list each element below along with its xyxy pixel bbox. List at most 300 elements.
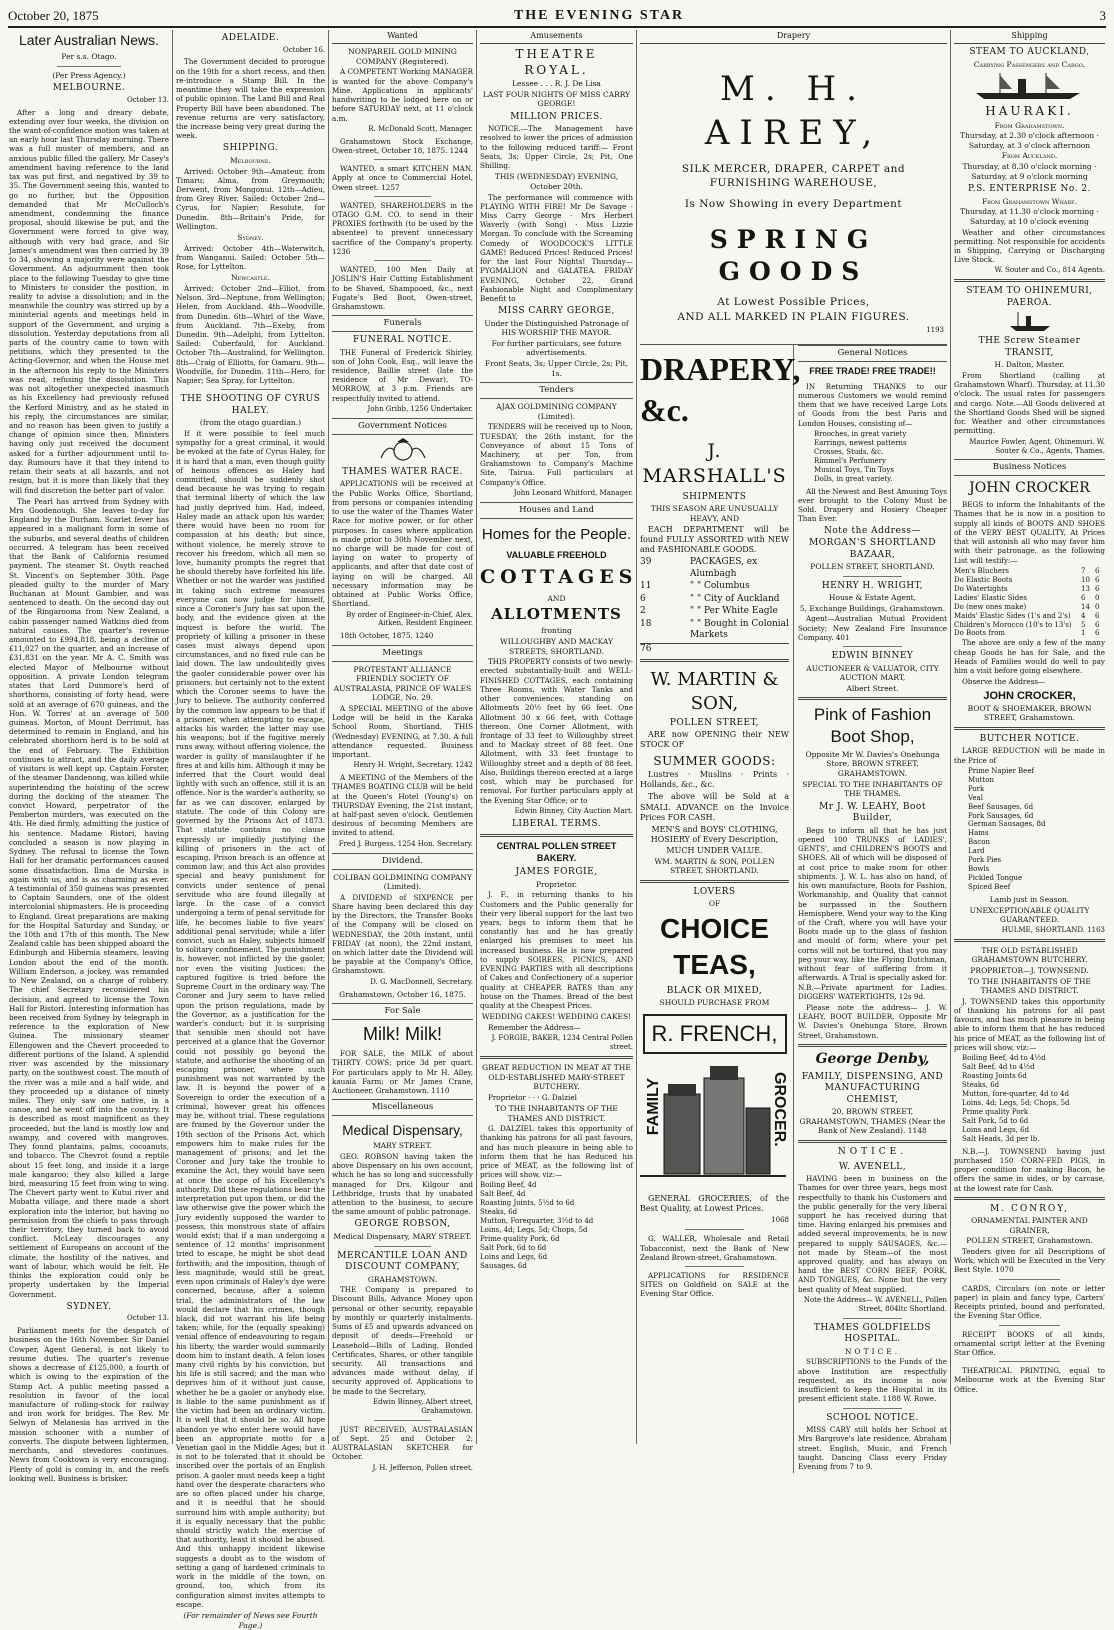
price-pence: 6 bbox=[1095, 575, 1100, 584]
package-source: " " City of Auckland bbox=[690, 593, 780, 604]
dalziel-meat-list bbox=[480, 1181, 633, 1271]
cottages-text: THIS PROPERTY consists of two newly-erected substantially-built and WELL-FINISHED COTTAGES, each containing Three Rooms, with Water Tanks and other conveniences, standing on Allotments 20½ feet by 66 feet. One Allotment 30 x 66 feet, with Cottage thereon. One Corner Allotment, with frontage of 33 feet to Willoughby street and to Mackay street of 88 feet. One Allotment, with 33 feet frontage to Willoughby street and a depth of 88 feet. Also, Buildings thereon erected at a large cost, which may be purchased for removal. For further particulars apply at the Evening Star Office; or to bbox=[480, 657, 633, 805]
list-item: Musical Toys, Tin Toys bbox=[814, 465, 894, 474]
butcher-notice: BUTCHER NOTICE. bbox=[979, 733, 1080, 744]
leahy-text: Begs to inform all that he has just opened 100 TRUNKS of LADIES', GENTS', and CHILDREN'S BOOTS and SHOES. All of which will be disposed of at cost price to make room for other shipments. J. W. L. has also on hand, of his own manufacture, Boots for Fashion, Workmanship, and Quality that cannot be surpassed in the Southern Hemisphere. Wend your way to the King of the Craft, where you will have your Boots made up to the glass of fashion and mould of form; where your pet corns will not be tortured, that you may peg your way, like the Flying Dutchman, without fear of suffering from it afterwards. A Trial is specially asked for. N.B.—Private apartment for Ladies. DIGGERS' WATERTIGHTS, 12s 9d. bbox=[798, 825, 947, 1001]
divider bbox=[640, 880, 789, 883]
column-adelaide-shipping bbox=[172, 30, 328, 1630]
price-item: Men's Bluchers bbox=[954, 566, 1009, 575]
tenders-header: Tenders bbox=[480, 382, 633, 399]
summer-goods: SUMMER GOODS: bbox=[653, 753, 776, 768]
dalziel-text: G. DALZIEL takes this opportunity of thanking his patrons for all past favours, and has much pleasure in being able to inform them that he has Reduced his price of MEAT, as the following list of prices will show, viz:— bbox=[480, 1124, 633, 1180]
list-item: Loins and Legs, 6d bbox=[480, 1253, 548, 1262]
price-shillings: 14 bbox=[1081, 602, 1090, 611]
price-row bbox=[954, 612, 1105, 621]
package-count: 6 bbox=[640, 593, 646, 604]
list-item: Salt Beef, 4d to 4½d bbox=[962, 1063, 1035, 1072]
cards-ad: CARDS, Circulars (on note or letter paper) in plain and fancy type, Carters' Receipts printed, bound and perforated, the Evening Star Office. bbox=[954, 1283, 1105, 1321]
carry-george-last: LAST FOUR NIGHTS OF MISS CARRY GEORGE! bbox=[482, 89, 631, 109]
mercantile-place: GRAHAMSTOWN. bbox=[367, 1274, 438, 1284]
binney-name: EDWIN BINNEY bbox=[831, 650, 914, 661]
divider bbox=[374, 196, 430, 197]
package-row bbox=[640, 557, 789, 580]
marshall-each: EACH DEPARTMENT will be found FULLY ASSORTED with NEW and FASHIONABLE GOODS. bbox=[640, 524, 789, 555]
divider bbox=[999, 1279, 1059, 1280]
melbourne-heading: MELBOURNE. bbox=[52, 83, 126, 94]
list-item: Beef Sausages, 6d bbox=[968, 802, 1034, 811]
dividend-header: Dividend. bbox=[332, 853, 473, 870]
price-shillings: 6 bbox=[1081, 593, 1086, 602]
sketcher-text: JUST RECEIVED, AUSTRALASIAN of Sept. 25 and October 2; AUSTRALASIAN SKETCHER for October. bbox=[332, 1424, 473, 1462]
airey-name: M. H. AIREY, bbox=[704, 69, 883, 153]
list-item: Roasting Joints 6d bbox=[962, 1072, 1027, 1080]
school-text: MISS CARY still holds her School at Mrs Bargrove's late residence, Abraham street. English, Music, and French taught. Dancing Class every Friday Evening from 7 to 9. bbox=[798, 1425, 947, 1471]
melbourne-date: October 13. bbox=[126, 95, 169, 104]
binney-street: Albert Street. bbox=[846, 683, 899, 693]
avenell-name: W. AVENELL, bbox=[838, 1161, 907, 1172]
general-groceries: GENERAL GROCERIES, of the Best Quality, at Lowest Prices. bbox=[640, 1193, 789, 1214]
french-name: R. FRENCH, bbox=[643, 1014, 787, 1054]
meeting-alliance-sig: Henry H. Wright, Secretary. 1242 bbox=[353, 761, 473, 770]
free-trade-list bbox=[798, 430, 947, 484]
ajax-text: TENDERS will be received up to Noon, TUESDAY, the 26th instant, for the Conveyance of about 15 Tons of Machinery, at per Ton, from Grahamstown to Company's Machine Site, Tairua. Full particulars at Company's Office. bbox=[480, 422, 633, 487]
townsend-inhabitants: TO THE INHABITANTS OF THE THAMES AND DISTRICT. bbox=[968, 976, 1091, 996]
list-item: Sausages, 6d bbox=[480, 1261, 527, 1270]
ajax-sig: John Leonard Whitford, Manager. bbox=[513, 488, 633, 497]
ad-shareholders: WANTED, SHAREHOLDERS in the OTAGO G.M. CO. to send in their PROXIES forthwith (to be used by the absentee) to prevent unnecessary sacrifice of the Company's property. 1236 bbox=[332, 200, 473, 256]
black-mixed: BLACK OR MIXED, bbox=[666, 985, 763, 996]
for-sale-header: For Sale bbox=[332, 1003, 473, 1020]
shooting-heading: THE SHOOTING OF CYRUS HALEY. bbox=[180, 394, 321, 416]
price-row bbox=[954, 594, 1105, 603]
news-headline: Later Australian News. bbox=[18, 32, 160, 48]
forgie-proprietor: Proprietor. bbox=[535, 879, 578, 889]
divider bbox=[954, 279, 1105, 282]
continued-note: (For remainder of News see Fourth Page.) bbox=[183, 1610, 318, 1630]
list-item: Bacon bbox=[968, 838, 990, 847]
package-source: " " Bought in Colonial Markets bbox=[690, 618, 789, 641]
package-count: 18 bbox=[640, 618, 652, 629]
medical-dispensary-street: MARY STREET. bbox=[373, 1141, 432, 1151]
list-item: Salt Pork, 5d to 6d bbox=[962, 1116, 1029, 1125]
theatre-lessee: Lessee . . . R. J. De Lisa bbox=[512, 78, 601, 88]
free-trade-text: IN Returning THANKS to our numerous Customers we would remind them that we have received Large Lots of Goods from the best Paris and London Houses, consisting of— bbox=[798, 381, 947, 428]
future-ads: For further particulars, see future advertisements. bbox=[491, 338, 622, 358]
price-pence: 6 bbox=[1095, 611, 1100, 620]
divider bbox=[57, 66, 121, 67]
theatre-notice: NOTICE.—The Management have resolved to lower the prices of admission to the following reduced tariff:— Front Seats, 3s; Upper Circle, 2s; Pit, One Shilling. bbox=[480, 124, 633, 171]
and-label: AND bbox=[547, 593, 566, 603]
price-item: Maids' Elastic Sides (1's and 2's) bbox=[954, 611, 1071, 620]
bakery-heading: CENTRAL POLLEN STREET BAKERY. bbox=[496, 841, 617, 863]
morgan-heading: Note the Address— MORGAN'S SHORTLAND BAZAAR, bbox=[808, 526, 936, 560]
price-item: Do Elastic Boots bbox=[954, 575, 1013, 584]
list-item: Prime Napier Beef bbox=[968, 766, 1035, 775]
crocker-text-2: The above are only a few of the many cheap Goods he has for Sale, and the Heads of Families would do well to pay him a visit before going elsewhere. bbox=[954, 638, 1105, 676]
pink-of-fashion: Pink of Fashion Boot Shop, bbox=[813, 705, 932, 747]
theatrical-ad: THEATRICAL PRINTING, equal to Melbourne work at the Evening Star Office. bbox=[954, 1366, 1105, 1394]
list-item: Prime quality Pork bbox=[962, 1107, 1029, 1116]
grocer-label: GROCER. bbox=[771, 1071, 788, 1147]
sydney-text: Parliament meets for the despatch of business on the 16th November. Sir Daniel Cowper, Agent General, is not likely to resume duties. The quarter's revenue shows a decrease of £125,000, a fourth of which is owing to the expiration of the Stamp Act. A public meeting passed a resolution in favour of the local manufacture of rolling-stock for railway and iron work for bridges. The Rev. Mr Selwyn of Melanesia has arrived in the mission schooner with a number of converts. The dispute between lightermen, merchants, and stevedores continues. News from Cooktown is very encouraging. Plenty of gold is coming in, and the reefs looking well. Business is brisker. bbox=[9, 1326, 169, 1483]
news-per: Per s.s. Otago. bbox=[61, 51, 117, 61]
hospital-text: SUBSCRIPTIONS to the Funds of the above Institution are respectfully requested, as its income is now insufficient to keep the Hospital in its present efficient state. 1188 W. Rowe. bbox=[798, 1357, 947, 1404]
streets-label: WILLOUGHBY AND MACKAY STREETS, SHORTLAND. bbox=[500, 637, 613, 656]
package-source: PACKAGES, ex Alumbagh bbox=[690, 557, 758, 579]
price-shillings: 1 bbox=[1081, 629, 1086, 638]
crocker-heading: JOHN CROCKER bbox=[969, 480, 1090, 497]
funeral-title: FUNERAL NOTICE. bbox=[352, 335, 453, 346]
forgie-text: J. F., in returning thanks to his Customers and the Public generally for their very liberal support for the last two years, begs to inform them that he constantly has and he has greatly enlarged his premises to meet his increased business. He is now prepared to supply SOIREES, PICNICS, AND EVENING PARTIES with all descriptions of Cakes and Confectionery of a superior quality at CHEAPER RATES than any house on the Thames. Bread of the best quality at the Cheapest Prices. bbox=[480, 890, 633, 1010]
liberal-terms: LIBERAL TERMS. bbox=[511, 818, 602, 829]
mercantile-sig: Edwin Binney, Albert street, Grahamstown. bbox=[373, 1397, 473, 1415]
list-item: Rimmel's Perfumery bbox=[814, 456, 886, 465]
divider bbox=[685, 1266, 745, 1267]
list-item: Pork Sausages, 6d bbox=[968, 811, 1034, 820]
lamb-season: Lamb just in Season. bbox=[989, 895, 1070, 905]
meeting-boating-text: A MEETING of the Members of the THAMES BOATING CLUB will be held at the Queen's Hotel (Young's) on THURSDAY Evening, the 21st instant, at half-past seven o'clock. Gentlemen desirous of becoming Members are invited to attend. bbox=[332, 773, 473, 838]
price-pence: 6 bbox=[1095, 629, 1100, 638]
list-item: Bowls bbox=[968, 865, 990, 874]
cottages-sig: Edwin Binney, City Auction Mart. bbox=[514, 806, 633, 815]
theatre-prices: Front Seats, 3s; Upper Circle, 2s; Pit, 1s. bbox=[485, 359, 628, 378]
cottages-heading: COTTAGES bbox=[480, 566, 638, 589]
townsend-heading: THE OLD ESTABLISHED GRAHAMSTOWN BUTCHERY. bbox=[971, 945, 1088, 965]
transit-text: From Shortland (calling at Grahamstown Wharf). Thursday, at 11.30 o'clock. The usual rates for passengers and cargo. Note.—All Goods delivered at the Shortland Goods Shed will be signed for. Weather and other circumstances permitting. bbox=[954, 371, 1105, 436]
list-item: Lard bbox=[968, 847, 985, 856]
list-item: Salt Beef, 4d bbox=[480, 1190, 526, 1199]
wright-trade: House & Estate Agent, bbox=[828, 593, 917, 603]
million-prices: MILLION PRICES. bbox=[510, 111, 603, 122]
price-shillings: 7 bbox=[1081, 566, 1086, 575]
divider bbox=[374, 1246, 430, 1247]
list-item: Mutton bbox=[968, 775, 995, 784]
divider bbox=[843, 1408, 903, 1409]
column-drapery bbox=[636, 30, 950, 1471]
ad-nonpareil-sig: R. McDonald Scott, Manager. bbox=[368, 124, 473, 133]
allotments-heading: ALLOTMENTS bbox=[491, 605, 622, 624]
martin-sold-at: The above will be Sold at a SMALL ADVANCE on the Invoice Prices FOR CASH. bbox=[640, 792, 789, 822]
list-item: Spiced Beef bbox=[968, 883, 1011, 892]
ship-sydney-text: Arrived: October 4th—Waterwitch, from Wanganui. Sailed: October 5th—Rose, for Lyttelton. bbox=[176, 243, 325, 272]
issue-date: October 20, 1875 bbox=[8, 8, 99, 23]
valuable-freehold: VALUABLE FREEHOLD bbox=[506, 549, 607, 560]
forgie-name: JAMES FORGIE, bbox=[515, 867, 598, 878]
townsend-pigs: N.B.—J. TOWNSEND having just purchased 150 CORN-FED PIGS, in proper condition for making Bacon, he offers the same in sides, or by carcase, at the lowest rate for Cash. bbox=[954, 1146, 1105, 1193]
list-item: Hams bbox=[968, 829, 989, 838]
steamer-icon bbox=[954, 71, 1105, 101]
price-shillings: 13 bbox=[1081, 584, 1090, 593]
hulme-sig: HULME, SHORTLAND. 1163 bbox=[1001, 925, 1105, 934]
spring-goods: SPRING GOODS bbox=[709, 224, 878, 286]
enterprise-name: P.S. ENTERPRISE No. 2. bbox=[968, 184, 1091, 195]
adelaide-date: October 16. bbox=[282, 45, 325, 54]
dividend-title: COLIBAN GOLDMINING COMPANY (Limited). bbox=[333, 872, 472, 892]
column-amusements bbox=[476, 30, 636, 1444]
shooting-text: If it were possible to feel much sympathy for a great criminal, it would be evoked at the fate of Cyrus Haley, for it is hard that a man, even though guilty of heinous offences as Haley had committed, should be suddenly shot dead because he was trying to regain that terminal liberty of which the law had justly deprived him. Had, indeed, Haley made an attack upon his warder, there would have been no room for compassion at his death; but since, without violence, he merely strove to recover his freedom, which all men so love, humanity prompts the regret that he should thereby have forfeited his life. Whether or not the warder was justified in taking such extreme measures everyone can now judge for himself, since a Coroner's Jury has sat upon the body, and the evidence given at the inquest is before the world. The propriety of killing a prisoner in these cases must always depend upon circumstances, and no fixed rule can be laid down. The law undoubtedly gives the gaoler considerable power over his prisoners, but certainly not to the extent which the Coroner seems to have the Jury to believe. The authority conferred by the common law appears to be that if a prisoner, when attempting to escape, attacks his warder, the latter may use his weapons; but if the fugitive merely runs away, without offering violence, the warder is guilty of manslaughter if he fires at and kills him. Although it may be inferred that the Court would deal lightly with such an offence, still it is an offence. Nor is the warder's authority, so far as we can discover, enlarged by statute. The code of this Colony are governed by the Prisons Act of 1873. That statute contains no clause expressly or impliedly justifying the killing of prisoners in the act of escaping. Prison breach is an offence at common law; and this Act also provides special and heavy punishment for convicts under sentence of penal servitude who are found illegally at large. In the case of a convict undergoing a term of penal servitude for life, he becomes liable to five years' additional penal servitude; while a lifer convict, such as Haley, subjects himself to solitary confinement. The punishment is, however, not inflicted by the gaoler, nor even the visiting Justices: the captured fugitive is tried before the Supreme Court in the ordinary way. The Coroner and Jury seem to have relied upon the prison regulations, made by the Governor, as a justification for the warder's conduct; but it is surprising that sensible men should not have perceived at a glance that the Governor could not possibly go beyond the statute, and authorise the shooting of an escaping prisoner, where such punishment was not warranted by the law. It is beyond the power of a Sovereign to order the execution of a criminal, however great his offences may be, without trial. These regulations are framed by the Governor under the 19th section of the Prisons Act, which empowers him to make rules for the management of prisons; and let the Coroner and Jury take the trouble to examine the Act, they would have seen at once the scope of his Excellency's authority. Did these regulations bear the interpretation put upon them, or did the law otherwise give the power which the Jury evidently supposed the warder to possess, this monstrous state of affairs would exist; that if a man undergoing a sentence of 12 months' imprisonment tried to escape, he might be shot dead forthwith; and the imposition, though of less magnitude, would still be great, even upon criminals of Haley's dye were concerned, because, after a solemn trial, the administrators of the law would declare that his crimes, though black, did not warrant his life being taken; while, for the (equally speaking) venial offence of endeavouring to regain his liberty, the warder would summarily doom him to instant death. A felon loses many civil rights by his conviction, but his life is still sacred; and the man who deprives him of it without just cause, whether he be a gaoler or anybody else, is liable to the same punishment as if the victim had been an ordinary victim. It is well that it should be so. All hope abandon ye who enter here would have been an appropriate motto for a Venetian gaol in the Middle Ages; but it is not to be tolerated that it should be inscribed over the portals of an English prison. A gaoler must needs keep a tight hand over the desperate characters who are so often placed under his charge, and it is needful that he should surround him with ample authority; but it is equally necessary that the public should strictly watch the exercise of that authority, least it should be abused. And this unhappy incident likewise suggests a doubt as to the wisdom of setting a gang of hardened criminals to work in the middle of the town, on ground, too, which from its configuration almost invites attempts to escape. bbox=[176, 428, 326, 1609]
steam-ohinemuri: STEAM TO OHINEMURI, PAEROA. bbox=[966, 286, 1093, 308]
receipt-ad: RECEIPT BOOKS of all kinds, ornamental script letter at the Evening Star Office. bbox=[954, 1329, 1105, 1357]
price-shillings: 10 bbox=[1081, 575, 1090, 584]
should-purchase: SHOULD PURCHASE FROM bbox=[659, 998, 770, 1008]
price-row bbox=[954, 576, 1105, 585]
butcher-text: LARGE REDUCTION will be made in the Price of bbox=[954, 746, 1105, 765]
benefit-name: MISS CARRY GEORGE, bbox=[498, 306, 615, 317]
package-row bbox=[640, 594, 789, 606]
mercantile-heading: MERCANTILE LOAN AND DISCOUNT COMPANY, bbox=[337, 1250, 468, 1273]
conroy-text: Tenders given for all Descriptions of Work, which will be Executed in the Very Best Style. 1070 bbox=[954, 1247, 1105, 1275]
crocker-text: BEGS to inform the Inhabitants of the Thames that he is now in a position to supply all kinds of BOOTS AND SHOES of the VERY BEST QUALITY, At Prices that will astonish all who may favor him with their patronage, as the following List will testify:— bbox=[954, 500, 1105, 565]
price-item: Do Boots from bbox=[954, 629, 1006, 638]
wright-address: 5, Exchange Buildings, Grahamstown. bbox=[799, 603, 946, 613]
divider bbox=[999, 1361, 1059, 1362]
list-item: Dolls, in great variety. bbox=[814, 474, 893, 483]
robson-name: GEORGE ROBSON, bbox=[354, 1219, 451, 1230]
price-pence: 0 bbox=[1095, 602, 1100, 611]
divider bbox=[798, 1140, 947, 1143]
meeting-boating-sig: Fred J. Burgess, 1254 Hon. Secretary. bbox=[338, 839, 473, 848]
denby-address: 20, BROWN STREET, GRAHAMSTOWN, THAMES (Near the Bank of New Zealand). 1148 bbox=[799, 1107, 946, 1136]
list-item: Loins and Legs, 6d bbox=[962, 1125, 1030, 1134]
price-pence: 0 bbox=[1095, 593, 1100, 602]
water-race-date: 18th October, 1875. 1240 bbox=[340, 631, 434, 641]
package-count: 76 bbox=[640, 643, 652, 654]
list-item: Veal bbox=[968, 793, 983, 802]
ad-nonpareil-text: A COMPETENT Working MANAGER is wanted for the above Company's Mine. Applications in applicants' handwriting to be lodged here on or before SATURDAY next, at 11 o'clock a.m. bbox=[332, 67, 473, 123]
ad-nonpareil-foot: Grahamstown Stock Exchange, Owen-street, October 18, 1875. 1244 bbox=[332, 136, 473, 155]
list-item: Boiling Beef, 4d bbox=[480, 1181, 537, 1190]
meeting-alliance-text: A SPECIAL MEETING of the above Lodge will be held in the Karaka School Room, Shortland, THIS (Wednesday) EVENING, at 7.30. A full attendance requested. Business important. bbox=[332, 703, 473, 759]
houses-land-header: Houses and Land bbox=[480, 502, 633, 519]
martin-name: W. MARTIN & SON, bbox=[650, 669, 779, 714]
ad-kitchen-man: WANTED, a smart KITCHEN MAN. Apply at once to Commercial Hotel, Owen street. 1257 bbox=[332, 164, 473, 192]
list-item: German Sausages, 8d bbox=[968, 820, 1046, 829]
divider bbox=[685, 1229, 745, 1230]
dividend-date: Grahamstown, October 16, 1875. bbox=[339, 989, 466, 999]
grocer-illustration bbox=[640, 1060, 789, 1190]
business-notices-header: Business Notices bbox=[954, 459, 1105, 476]
medical-dispensary-heading: Medical Dispensary, bbox=[342, 1123, 463, 1139]
ship-sydney: Sydney. bbox=[237, 233, 264, 243]
dalziel-proprietor: Proprietor · · · G. Dalziel bbox=[488, 1092, 577, 1102]
newspaper-title: THE EVENING STAR bbox=[513, 8, 685, 23]
from-auckland: From Auckland. bbox=[1001, 151, 1058, 161]
choice-teas: CHOICE TEAS, bbox=[660, 913, 769, 980]
avenell-notice: NOTICE. bbox=[837, 1147, 908, 1158]
masthead bbox=[8, 4, 1106, 28]
milk-heading: Milk! Milk! bbox=[363, 1024, 442, 1045]
divider bbox=[954, 1197, 1105, 1200]
melbourne-text: After a long and dreary debate, extending over four weeks, the division on the want-of-confidence motion was taken at an early hour last Thursday morning. There was a full muster of members, and an anxious public filled the gallery. Mr Casey's amendment having reference to the land tax was put first, and negatived by 39 to 35. The Government seeing this, wanted to go no further, but the Opposition demanded that Mr McCulloch's amendment, condemning the finance proposal, should likewise be put, and the Government were forced to give way, although with very bad grace, and Sir James's amendment was then carried by 39 to 34, showing a majority were against the Government. An adjournment then took place to the following Tuesday to give time to Ministers to consider the position, in reality to advise a dissolution; and in the meanwhile the country was stirred up by a ministerial agents and meetings held in support of the Government, and urging a dissolution. Yesterday deputations from all parts of the country came to town with petitions, which they presented to the Acting-Governor, and when the House met in the afternoon his reply to the Ministers was read, refusing the dissolution. This was not altogether unexpected inasmuch as his Excellency had previously refused the Kerford Ministry, and as he stated in his reply, the circumstances are similar, and no reason has been given to justify a change of opinion since then. Ministers having only just received the document asked for a further adjournment until to-day. Rumours have it that they intend to retain their seats at all hazards, and not resign, but it is more than likely that they will find discretion the better part of valor. bbox=[9, 107, 169, 495]
price-pence: 6 bbox=[1095, 566, 1100, 575]
gov-notices-header: Government Notices bbox=[332, 418, 473, 435]
steamer-icon bbox=[954, 311, 1105, 333]
hospital-notice: NOTICE. bbox=[844, 1346, 901, 1356]
avenell-sig: Note the Address— W. AVENELL, Pollen Street, 804ltc Shortland. bbox=[803, 1295, 947, 1313]
divider bbox=[374, 1420, 430, 1421]
meat-reduction: GREAT REDUCTION IN MEAT AT THE OLD-ESTABLISHED MARY-STREET BUTCHERY. bbox=[482, 1062, 631, 1092]
wanted-header: Wanted bbox=[332, 30, 473, 44]
shipping-header: Shipping bbox=[954, 30, 1105, 44]
price-pence: 6 bbox=[1095, 620, 1100, 629]
unexceptionable: UNEXCEPTIONABLE QUALITY GUARANTEED. bbox=[969, 905, 1090, 925]
airey-marked: AND ALL MARKED IN PLAIN FIGURES. bbox=[677, 311, 910, 324]
price-shillings: 5 bbox=[1081, 620, 1086, 629]
drapery-left-sub bbox=[640, 345, 801, 1473]
waller-ad: G. WALLER, Wholesale and Retail Tobacconist, next the Bank of New Zealand Brown-street, Grahamstown. bbox=[640, 1234, 789, 1262]
divider bbox=[480, 1056, 633, 1059]
price-item: Ladies' Elastic Sides bbox=[954, 593, 1027, 602]
martin-sig: WM. MARTIN & SON, POLLEN STREET, SHORTLAND. bbox=[654, 856, 775, 876]
milk-text: FOR SALE, the MILK of about THIRTY COWS; price 3d per quart. For particulars apply to Mr H. Alley, kauaia Farm; or Mr James Crane, Auctioneer, Grahamstown. 1110 bbox=[332, 1049, 473, 1095]
ship-newcastle-text: Arrived: October 2nd—Elliot, from Nelson. 3rd—Neptune, from Wellington; Helen, from Auckland. 4th—Woodville, from Dunedin. 6th—Whirl of the Wave, from Auckland. 7th—Exeby, from Dunedin. 9th—Adelphi, from Lyttelton. Sailed: Cuberfauld, for Auckland. October 7th—Australind, for Wellington. 8th—Craig of Elliotts, for Oamaru. 9th—Woodville, for Dunedin. 11th—Hero, for Napier; Sea Spray, for Lyttelton. bbox=[176, 283, 325, 386]
price-item: Do (new ones make) bbox=[954, 602, 1027, 611]
package-row bbox=[640, 619, 789, 642]
list-item: Prime quality Pork, 6d bbox=[480, 1235, 560, 1244]
airey-prices: At Lowest Possible Prices, bbox=[717, 295, 870, 308]
dividend-sig: D. G. MacDonnell, Secretary. bbox=[370, 977, 473, 986]
list-item: Loins, 4d; Legs, 5d; Chops, 5d bbox=[962, 1098, 1070, 1107]
observe-address: Observe the Address— bbox=[962, 677, 1046, 687]
adelaide-heading: ADELAIDE. bbox=[221, 33, 280, 43]
free-trade-text-2: All the Newest and Best Amusing Toys ever brought to the Colony Must be Sold. Drapery and Hosiery Cheaper Than Ever. bbox=[798, 486, 947, 524]
drapery-header: Drapery bbox=[640, 30, 947, 44]
this-wednesday: THIS (WEDNESDAY) EVENING, October 20th. bbox=[494, 172, 619, 191]
from-wharf: From Grahamstown Wharf. bbox=[981, 196, 1078, 206]
forgie-address: J. FORGIE, BAKER, 1234 Central Pollen street. bbox=[491, 1034, 633, 1051]
sketcher-sig: J. H. Jefferson, Pollen street. bbox=[372, 1463, 473, 1472]
binney-trade: AUCTIONEER & VALUATOR, CITY AUCTION MART, bbox=[806, 663, 939, 683]
divider bbox=[640, 659, 789, 662]
price-pence: 6 bbox=[1095, 584, 1100, 593]
divider bbox=[374, 260, 430, 261]
butcher-list bbox=[954, 767, 1105, 892]
airey-trade: SILK MERCER, DRAPER, CARPET and FURNISHING WAREHOUSE, bbox=[681, 163, 906, 189]
transit-master: H. Dalton, Master. bbox=[994, 360, 1065, 370]
ship-newcastle: Newcastle. bbox=[231, 273, 270, 283]
martin-street: POLLEN STREET, bbox=[669, 717, 760, 728]
divider bbox=[843, 576, 903, 577]
list-item: Crosses, Studs, &c. bbox=[814, 447, 884, 456]
ship-melbourne-text: Arrived: October 9th—Amateur, from Timaru; Alma, from Greymouth; Derwent, from Mongonui. 12th—Adieu, from Grey River. Sailed: October 2nd—Cyrus, for Napier; Resolute, for Dunedin. 8th—Britain's Pride, for Wellington. bbox=[176, 166, 325, 231]
pink-special: SPECIAL TO THE INHABITANTS OF THE THAMES. bbox=[802, 779, 943, 799]
lovers-label: LOVERS bbox=[693, 886, 736, 897]
divider bbox=[954, 727, 1105, 730]
package-count: 2 bbox=[640, 606, 646, 617]
transit-name: THE Screw Steamer TRANSIT, bbox=[978, 336, 1081, 358]
package-row bbox=[640, 581, 789, 593]
carrying-passengers: Carrying Passengers and Cargo. bbox=[973, 59, 1086, 69]
crocker-address: BOOT & SHOEMAKER, BROWN STREET, Grahamstown. bbox=[967, 703, 1092, 723]
schedule-wharf: Thursday, at 11.30 o'clock morning · Saturday, at 10 o'clock evening bbox=[960, 207, 1099, 226]
remember-address: Remember the Address— bbox=[488, 1022, 581, 1032]
list-item: Steaks, 6d bbox=[962, 1080, 1000, 1089]
weather-note: Weather and other circumstances permitting. Not responsible for accidents in Shipping, Carrying or Discharging Live Stock. bbox=[954, 227, 1105, 265]
divider bbox=[999, 1325, 1059, 1326]
ajax-title: AJAX GOLDMINING COMPANY (Limited). bbox=[496, 402, 617, 421]
marshall-season: THIS SEASON ARE UNUSUALLY HEAVY, AND bbox=[650, 504, 779, 524]
schedule-auckland: Thursday, at 8.30 o'clock morning · Saturday, at 9 o'clock morning bbox=[962, 162, 1097, 181]
conroy-name: M. CONROY, bbox=[990, 1203, 1069, 1214]
sydney-heading: SYDNEY. bbox=[66, 1301, 112, 1312]
airey-showing: Is Now Showing in every Department bbox=[684, 198, 903, 211]
theatre-performance: The performance will commence with PLAYING WITH FIRE! Mr De Savage · Miss Carry George · Mrs Herbert Waverly (with Song) · Miss Lizzie Morgan. To conclude with the Screaming Comedy of WOODCOCK'S LITTLE GAME! Reduced Prices! Reduced Prices! for the last Four Nights! Thursday—PYGMALION and GALATEA. FRIDAY EVENING, October 22, Grand Fashionable Night and Complimentary Benefit to bbox=[480, 192, 633, 303]
townsend-proprietor: PROPRIETOR—J. TOWNSEND. bbox=[970, 966, 1089, 975]
package-count: 39 bbox=[640, 557, 652, 568]
price-item: Do Watertights bbox=[954, 584, 1008, 593]
package-row bbox=[640, 606, 789, 618]
crocker-name: JOHN CROCKER, bbox=[983, 689, 1076, 702]
martin-fabrics: Lustres · Muslins · Prints · Hollands, &c., &c. bbox=[640, 769, 789, 790]
denby-name: George Denby, bbox=[815, 1050, 930, 1067]
price-row bbox=[954, 629, 1105, 638]
list-item: Loins, 4d; Legs, 5d; Chops, 5d bbox=[480, 1226, 588, 1235]
airey-number: 1193 bbox=[926, 326, 944, 335]
package-source: " " Columbus bbox=[690, 581, 750, 592]
family-label: FAMILY bbox=[645, 1077, 662, 1136]
martin-opening: ARE now OPENING their NEW STOCK OF bbox=[640, 730, 789, 750]
list-item: Earrings, newest patterns bbox=[814, 438, 907, 447]
funeral-text: THE Funeral of Frederick Shirley, son of John Cook, Esq., will leave the residence, Baillie street (late the residence of Mr Dewar), TO-MORROW, at 3 p.m. Friends are respectfully invited to attend. bbox=[332, 347, 473, 403]
schedule-grahamstown: Thursday, at 2.30 o'clock afternoon · Saturday, at 3 o'clock afternoon bbox=[960, 131, 1099, 150]
of-label: OF bbox=[708, 899, 721, 909]
column-australian-news bbox=[6, 30, 172, 1483]
list-item: Pork Pies bbox=[968, 856, 1002, 865]
water-race-sig: By order of Engineer-in-Chief, Alex. Aitken, Resident Engineer. bbox=[346, 610, 473, 628]
list-item: Brooches, in great variety bbox=[814, 429, 907, 438]
package-list bbox=[640, 557, 789, 655]
misc-header: Miscellaneous bbox=[332, 1099, 473, 1116]
fronting-label: fronting bbox=[541, 626, 572, 636]
townsend-list bbox=[954, 1054, 1105, 1144]
divider bbox=[843, 646, 903, 647]
package-count: 11 bbox=[640, 581, 652, 592]
crocker-price-list bbox=[954, 567, 1105, 639]
list-item: Pickled Tongue bbox=[968, 874, 1023, 883]
list-item: Boiling Beef, 4d to 4½d bbox=[962, 1054, 1046, 1063]
denby-trade: FAMILY, DISPENSING, AND MANUFACTURING CHEMIST, bbox=[801, 1071, 944, 1105]
conroy-address: POLLEN STREET, Grahamstown. bbox=[966, 1236, 1093, 1246]
meetings-header: Meetings bbox=[332, 645, 473, 662]
free-trade-heading: FREE TRADE! FREE TRADE!! bbox=[809, 366, 936, 377]
groceries-number: 1068 bbox=[771, 1216, 789, 1225]
news-agency: (Per Press Agency.) bbox=[52, 70, 126, 80]
drapery-heading: DRAPERY, &c. bbox=[640, 351, 801, 429]
shipping-heading: SHIPPING. bbox=[222, 143, 279, 154]
ad-joslin: WANTED, 100 Men Daily at JOSLIN'S Hair Cutting Establishment to be Shaved, Shampooed, &c., next Fugate's Bed Boot, Owen-street, Grahamstown. bbox=[332, 265, 473, 311]
list-item: Mutton, Forequarter, 3½d to 4d bbox=[480, 1217, 594, 1226]
page-number: 3 bbox=[1099, 8, 1106, 23]
dalziel-heading: TO THE INHABITANTS OF THE THAMES AND DISTRICT. bbox=[495, 1103, 618, 1123]
divider bbox=[374, 159, 430, 160]
list-item: Pork bbox=[968, 784, 985, 793]
pink-address: Opposite Mr W. Davies's Onehunga Store, BROWN STREET, GRAHAMSTOWN. bbox=[805, 749, 940, 778]
column-wanted bbox=[328, 30, 476, 1472]
morgan-address: POLLEN STREET, SHORTLAND. bbox=[810, 562, 935, 572]
robson-address: Medical Dispensary, MARY STREET. bbox=[333, 1232, 472, 1241]
funeral-sig: John Gribb, 1256 Undertaker. bbox=[367, 404, 473, 413]
price-row bbox=[954, 585, 1105, 594]
list-item: Steaks, 6d bbox=[480, 1208, 518, 1217]
mercantile-text: THE Company is prepared to Discount Bills, Advance Money upon personal or other security, repayable by monthly or quarterly instalments. Sums of £5 and upwards advanced on deposit of deeds—Freehold or Leasehold—Bills of Lading, Bonded Certificates, Shares, or other tangible security. All transactions and advances made without delay, if security approved of. Applications to be made to the Secretary, bbox=[332, 1285, 473, 1396]
steam-auckland: STEAM TO AUCKLAND, bbox=[969, 47, 1090, 58]
price-shillings: 4 bbox=[1081, 611, 1086, 620]
divider bbox=[480, 834, 633, 837]
column-shipping-business bbox=[950, 30, 1108, 1444]
water-race-title: THAMES WATER RACE. bbox=[342, 466, 463, 477]
list-item: Roasting Joints, 5½d to 6d bbox=[480, 1199, 575, 1208]
ad-nonpareil-title: NONPAREIL GOLD MINING COMPANY (Registered). bbox=[348, 47, 457, 66]
